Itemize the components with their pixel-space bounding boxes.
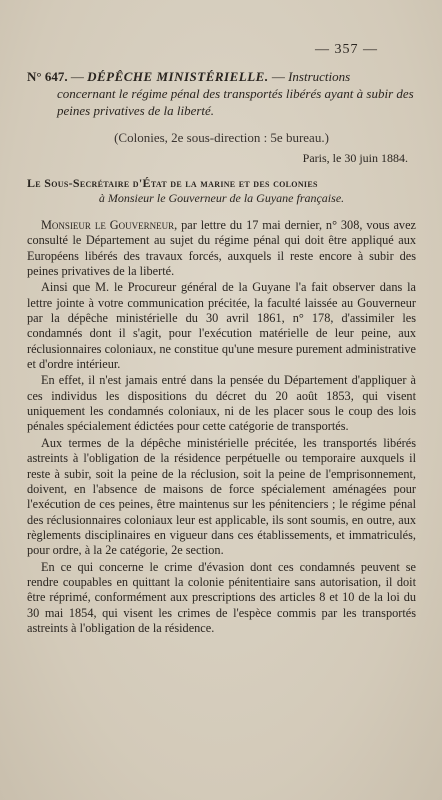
paragraph-1 bbox=[27, 218, 416, 279]
letter-body bbox=[27, 218, 416, 636]
address-recipient: à Monsieur le Gouverneur de la Guyane française. bbox=[98, 191, 345, 205]
document-heading bbox=[27, 68, 416, 119]
address-block bbox=[27, 176, 416, 206]
document-description: concernant le régime pénal des transportés libérés ayant à subir des peines privatives de la liberté. bbox=[57, 86, 414, 118]
paragraph-2: Ainsi que M. le Procureur général de la Guyane l'a fait observer dans la lettre jointe à votre communication précitée, la faculté laissée au Gouverneur par la dépêche ministérielle du 30 avril 1861, n° 178, d'assimiler les condamnés dont il s'agit, pour l'exécution matérielle de leur peine, aux réclusionnaires coloniaux, ne constitue qu'une mesure purement administrative et d'ordre intérieur. bbox=[27, 280, 416, 372]
paragraph-5: En ce qui concerne le crime d'évasion dont ces condamnés peuvent se rendre coupables en quittant la colonie pénitentiaire sans autorisation, il doit être réprimé, conformément aux prescriptions des articles 8 et 10 de la loi du 30 mai 1854, qui visent les crimes de l'espèce commis par les transportés astreints à l'obligation de la résidence. bbox=[27, 559, 416, 635]
direction-line: (Colonies, 2e sous-direction : 5e bureau.) bbox=[114, 130, 329, 145]
document-description-start: Instructions bbox=[288, 69, 351, 84]
paragraph-4: Aux termes de la dépêche ministérielle précitée, les transportés libérés astreints à l'obligation de la résidence perpétuelle ou temporaire auxquels il reste à subir, soit la peine de la réclusion, soit la peine de l'emprisonnement, doivent, en l'absence de maisons de force spécialement aménagées pour l'exécution de ces peines, être maintenus sur les pénitenciers ; le régime pénal des réclusionnaires coloniaux leur est applicable, ils sont soumis, en outre, aux règlements disciplinaires en vigueur dans ces établissements, et immatriculés, pour ordre, à la 2e catégorie, 2e section. bbox=[27, 435, 416, 558]
dateline: Paris, le 30 juin 1884. bbox=[302, 151, 408, 165]
page-number: — 357 — bbox=[315, 42, 378, 57]
heading-dash: — bbox=[67, 69, 88, 84]
salutation: Monsieur le Gouverneur, bbox=[41, 218, 178, 232]
document-number: N° 647. bbox=[27, 69, 68, 84]
paragraph-3: En effet, il n'est jamais entré dans la pensée du Département d'appliquer à ces individus les dispositions du décret du 20 août 1853, qui visent uniquement les condamnés coloniaux, ni de les placer sous le coup des lois pénales spécialement édictées pour cette catégorie de transportés. bbox=[27, 373, 416, 434]
document-title: DÉPÊCHE MINISTÉRIELLE. bbox=[87, 69, 269, 84]
address-sender: Le Sous-Secrétaire d'État de la marine et des colonies bbox=[27, 176, 318, 190]
heading-dash-2: — bbox=[268, 69, 289, 84]
paragraph-1-text: par lettre du 17 mai dernier, n° 308, vous avez consulté le Département au sujet du régime pénal qui doit être appliqué aux Européens libérés des travaux forcés, auxquels il reste encore à subir des peines privatives de la liberté. bbox=[27, 218, 416, 279]
